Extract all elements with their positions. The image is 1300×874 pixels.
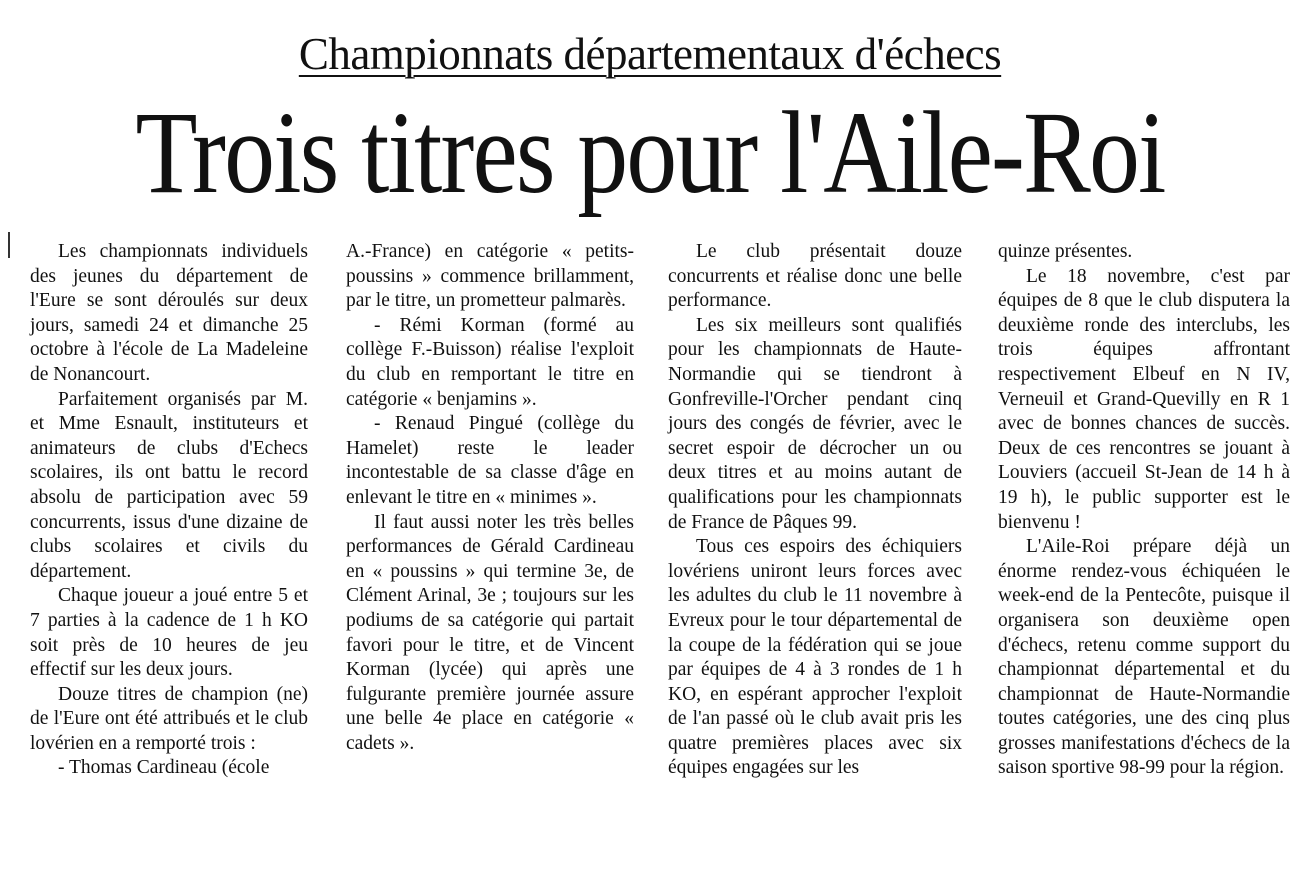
article-headline: Trois titres pour l'Aile-Roi — [135, 87, 1165, 218]
paragraph: Douze titres de champion (ne) de l'Eure ont été attribués et le club lovérien en a remporté trois : — [30, 683, 308, 754]
kicker-text: Championnats départementaux d'échecs — [298, 29, 1002, 79]
paragraph: Le 18 novembre, c'est par équipes de 8 que le club disputera la deuxième ronde des interclubs, les trois équipes affrontant respectivement Elbeuf en N IV, Verneuil et Grand-Quevilly en R 1 avec de bonnes chances de succès. Deux de ces rencontres se jouant à Louviers (accueil St-Jean de 14 h à 19 h), le public supporter est le bienvenu ! — [998, 265, 1290, 533]
paragraph: Chaque joueur a joué entre 5 et 7 parties à la cadence de 1 h KO soit près de 10 heures de jeu effectif sur les deux jours. — [30, 585, 308, 681]
paragraph: - Renaud Pingué (collège du Hamelet) reste le leader incontestable de sa classe d'âge en enlevant le titre en « minimes ». — [346, 413, 634, 508]
paragraph: Tous ces espoirs des échiquiers lovériens uniront leurs forces avec les adultes du club le 11 novembre à Evreux pour le tour départemental de la coupe de la fédération qui se joue par équipes de 4 à 3 rondes de 1 h KO, en espérant approcher l'exploit de l'an passé où le club avait pris les quatre premières places avec six équipes engagées sur les — [668, 536, 962, 779]
paragraph: A.-France) en catégorie « petits-poussins » commence brillamment, par le titre, un prometteur palmarès. — [346, 241, 634, 312]
paragraph: quinze présentes. — [998, 241, 1133, 262]
paragraph: - Thomas Cardineau (école — [58, 757, 270, 779]
article-column-1 — [30, 240, 308, 870]
margin-rule — [8, 232, 10, 258]
article-column-4 — [998, 240, 1290, 870]
article-kicker — [0, 28, 1300, 80]
paragraph: - Rémi Korman (formé au collège F.-Buisson) réalise l'exploit du club en remportant le titre en catégorie « benjamins ». — [346, 314, 634, 410]
paragraph: Les six meilleurs sont qualifiés pour les championnats de Haute-Normandie qui se tiendront à Gonfreville-l'Orcher pendant cinq jours des congés de février, avec le secret espoir de décrocher un ou deux titres et au moins autant de qualifications pour les championnats de France de Pâques 99. — [668, 314, 962, 533]
paragraph: Les championnats individuels des jeunes du département de l'Eure se sont déroulés sur deux jours, samedi 24 et dimanche 25 octobre à l'école de La Madeleine de Nonancourt. — [30, 241, 308, 385]
article-column-3 — [668, 240, 962, 870]
paragraph: Parfaitement organisés par M. et Mme Esnault, instituteurs et animateurs de clubs d'Echecs scolaires, ils ont battu le record absolu de participation avec 59 concurrents, issus d'une dizaine de clubs scolaires et civils du département. — [30, 388, 308, 582]
paragraph: L'Aile-Roi prépare déjà un énorme rendez-vous échiquéen le week-end de la Pentecôte, puisque il organisera son deuxième open d'échecs, retenu comme support du championnat départemental et du championnat de Haute-Normandie toutes catégories, une des cinq plus grosses manifestations d'échecs de la saison sportive 98-99 pour la région. — [998, 536, 1290, 779]
article-column-2 — [346, 240, 634, 870]
paragraph: Le club présentait douze concurrents et réalise donc une belle performance. — [668, 241, 962, 312]
paragraph: Il faut aussi noter les très belles performances de Gérald Cardineau en « poussins » qui termine 3e, de Clément Arinal, 3e ; toujours sur les podiums de sa catégorie qui partait favori pour le titre, et de Vincent Korman (lycée) qui après une fulgurante première journée assure une belle 4e place en catégorie « cadets ». — [346, 511, 634, 754]
